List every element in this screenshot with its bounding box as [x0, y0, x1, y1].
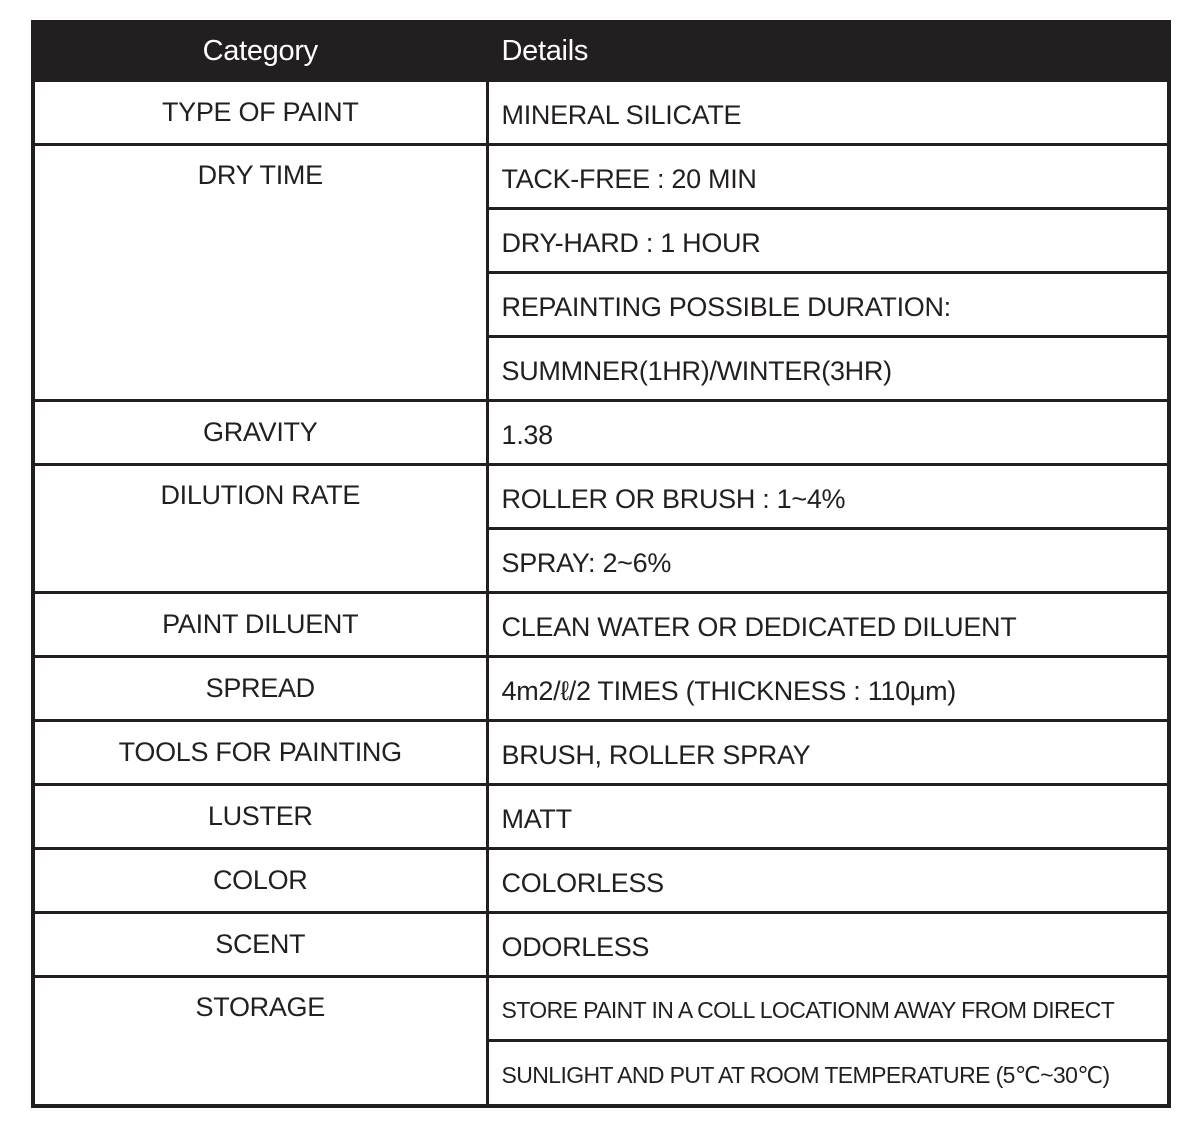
detail-cell: CLEAN WATER OR DEDICATED DILUENT — [487, 592, 1169, 656]
detail-cell: ROLLER OR BRUSH : 1~4% — [487, 464, 1169, 528]
category-cell: STORAGE — [33, 976, 487, 1106]
table-row — [33, 848, 1169, 912]
detail-cell: REPAINTING POSSIBLE DURATION: — [487, 272, 1169, 336]
table-row — [33, 464, 1169, 528]
detail-cell: COLORLESS — [487, 848, 1169, 912]
table-header — [33, 22, 1169, 80]
table-body — [33, 80, 1169, 1106]
detail-cell: 1.38 — [487, 400, 1169, 464]
category-cell: TYPE OF PAINT — [33, 80, 487, 144]
table-row — [33, 976, 1169, 1040]
category-cell: GRAVITY — [33, 400, 487, 464]
table-row — [33, 592, 1169, 656]
detail-cell: SPRAY: 2~6% — [487, 528, 1169, 592]
table-row — [33, 656, 1169, 720]
category-cell: LUSTER — [33, 784, 487, 848]
detail-cell: DRY-HARD : 1 HOUR — [487, 208, 1169, 272]
detail-cell: SUNLIGHT AND PUT AT ROOM TEMPERATURE (5℃~30℃) — [487, 1040, 1169, 1106]
column-header-details: Details — [487, 22, 1169, 80]
header-row — [33, 22, 1169, 80]
detail-cell: 4m2/ℓ/2 TIMES (THICKNESS : 110μm) — [487, 656, 1169, 720]
detail-cell: MATT — [487, 784, 1169, 848]
detail-cell: STORE PAINT IN A COLL LOCATIONM AWAY FROM DIRECT — [487, 976, 1169, 1040]
table-row — [33, 144, 1169, 208]
table-row — [33, 784, 1169, 848]
detail-cell: MINERAL SILICATE — [487, 80, 1169, 144]
category-cell: COLOR — [33, 848, 487, 912]
category-cell: TOOLS FOR PAINTING — [33, 720, 487, 784]
category-cell: SCENT — [33, 912, 487, 976]
spec-table — [31, 20, 1171, 1108]
table-row — [33, 400, 1169, 464]
detail-cell: TACK-FREE : 20 MIN — [487, 144, 1169, 208]
table-row — [33, 912, 1169, 976]
category-cell: PAINT DILUENT — [33, 592, 487, 656]
detail-cell: SUMMNER(1HR)/WINTER(3HR) — [487, 336, 1169, 400]
category-cell: DRY TIME — [33, 144, 487, 400]
table-row — [33, 80, 1169, 144]
detail-cell: BRUSH, ROLLER SPRAY — [487, 720, 1169, 784]
table-row — [33, 720, 1169, 784]
column-header-category: Category — [33, 22, 487, 80]
category-cell: SPREAD — [33, 656, 487, 720]
detail-cell: ODORLESS — [487, 912, 1169, 976]
category-cell: DILUTION RATE — [33, 464, 487, 592]
